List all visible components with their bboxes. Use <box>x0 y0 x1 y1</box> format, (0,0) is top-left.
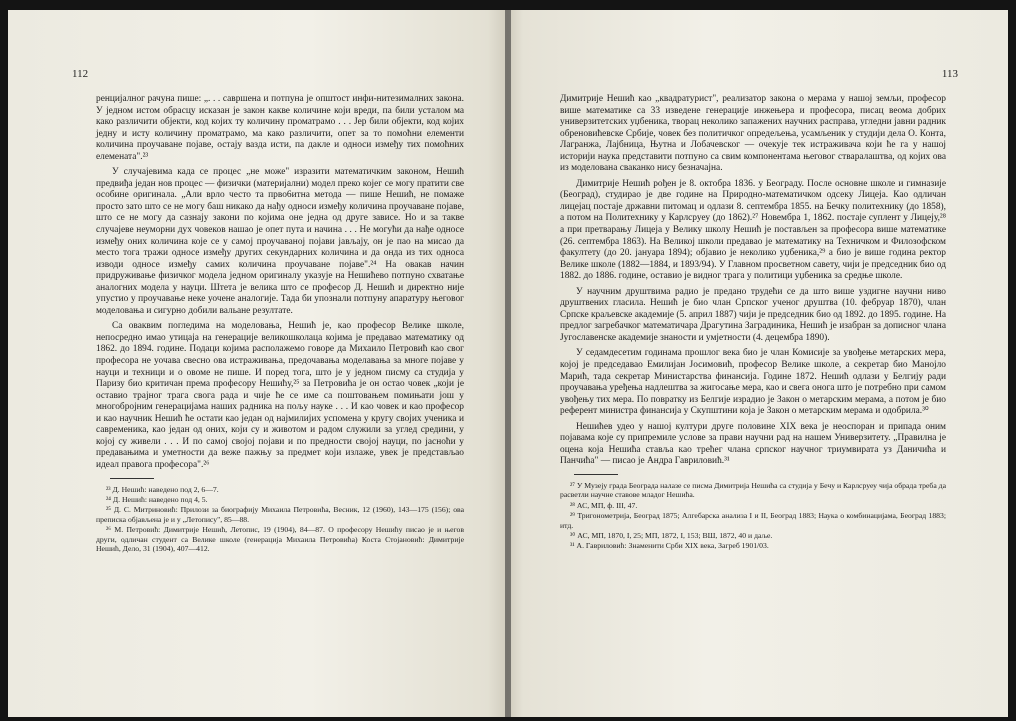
footnote-divider <box>110 478 154 479</box>
footnote: ²⁷ У Музеју града Београда налазе се писма Димитрија Нешића са студија у Бечу и Карлсруеу чија обрада треба да расветли научне ставове младог Нешића. <box>560 480 946 500</box>
paragraph: Са оваквим погледима на моделовања, Нешић је, као професор Велике школе, непосредно имао утицаја на генерације великошколаца којима је предавао математику од 1862. до 1894. године. Подаци којима располажемо говоре да Михаило Петровић као свог професора не уочава свесно ова истраживања, предочавања моделавања за многе појаве у науци и техници и о овоме не пише. И поред тога, што је у једном писму са студија у Паризу био критичан према професору Нешићу,²⁵ за Петровића је он остао човек „који је оставио трајног трага свога рада и чије ће се име са поштовањем помињати још у многобројним генерацијама наших радника на пољу науке . . . И као човек и као професор и као научник Нешић ће остати као један од најмилијих успомена у кругу својих ученика и савременика, као један од оних, који су и животом и радом служили за углед средини, у којој су живели . . . И по самој својој појави и по предности својој науци, по јасноћи у предавањима и уметности да веже пажњу за предмет који излаже, увек је представљао идеал правога професора".²⁶ <box>96 321 464 470</box>
left-page-text <box>96 94 464 554</box>
footnotes-left <box>96 485 464 554</box>
footnote: ²⁹ Тригонометрија, Београд 1875; Алгебарска анализа I и II, Београд 1883; Наука о комбинацијама, Београд 1883; итд. <box>560 511 946 530</box>
right-page-text <box>560 94 946 552</box>
footnote: ²⁵ Д. С. Митриновић: Прилози за биографију Михаила Петровића, Весник, 12 (1960), 143—175 (156); ова преписка објављена је и у „Летопису", 85—88. <box>96 505 464 524</box>
paragraph: Димитрије Нешић рођен је 8. октобра 1836. у Београду. После основне школе и гимназије (Београд), студирао је две године на Природно-математичком одсеку Лицеја. Као одличан лицејац постаје државни питомац и одлази 8. септембра 1855. на Бечку политехнику (до 1858), а потом на Политехнику у Карлсруеу (до 1862).²⁷ Новембра 1, 1862. постаје суплент у Лицеју,²⁸ а при претварању Лицеја у Велику школу Нешић је постављен за професора више математике (26. септембра 1863). На Великој школи предавао је математику на Техничком и Филозофском факултету (до 20. јануара 1894); објавио је неколико уџбеника,²⁹ а био је више година ректор Велике школе (1882—1884, и 1893/94). У Главном просветном савету, чији је председник био од 1882. до 1886. године, оставио је видног трага у политици уџбеника за средње школе. <box>560 178 946 282</box>
footnote: ²⁸ АС, МП, ф. III, 47. <box>570 500 638 510</box>
right-page <box>508 10 1008 717</box>
footnotes-right <box>560 481 946 551</box>
page-number-right: 113 <box>941 68 958 80</box>
book-gutter <box>505 10 511 717</box>
footnote: ³⁰ АС, МП, 1870, I, 25; МП, 1872, I, 153; ВШ, 1872, 40 и даље. <box>570 530 773 540</box>
paragraph: Нешићев удео у нашој култури друге половине XIX века је неоспоран и припада оним појавама које су припремиле услове за прави научни рад на нашем Универзитету. „Правилна је оцена која Нешића ставља као трећег члана српског научног триумвирата уз Даничића и Панчића" — писао је Андра Гавриловић.³¹ <box>560 421 946 467</box>
paragraph: У седамдесетим годинама прошлог века био је члан Комисије за увођење метарских мера, којој је председавао Емилијан Јосимовић, професор Велике школе, а секретар био Манојло Марић, тада секретар Министарства финансија. Године 1872. Нешић одлази у Белгију ради проучавања уређења надлештва за жигосање мера, као и свега онога што је потребно при самом увођењу тих мера. По повратку из Белгије израдио је Закон о метарским мерама, а потом је био референт министра финансија у Скупштини која је Закон о метарским мерама и одобрила.³⁰ <box>560 348 946 417</box>
footnote: ²³ Д. Нешић: наведено под 2, 6—7. <box>106 484 219 494</box>
paragraph: У научним друштвима радио је предано трудећи се да што више уздигне научни ниво друштвених гласила. Нешић је био члан Српског ученог друштва (10. фебруар 1870), члан Српске краљевске академије (5. април 1887) чији је председник био од 1892. до 1895. године. На предлог загребачког математичара Драгутина Заградиника, Нешић је изабран за дописног члана Југославенске академије знаности и умјетности (4. децембра 1890). <box>560 286 946 343</box>
left-page <box>8 10 508 717</box>
footnote: ²⁴ Д. Нешић: наведено под 4, 5. <box>106 494 208 504</box>
paragraph: У случајевима када се процес „не може" изразити математичким законом, Нешић предвиђа један нов процес — физички (материјални) модел преко којег се могу пратити све особине оригинала. „Али врло често та прво6итна метода — пише Нешић, не помаже просто зато што се не могу баш никако да нађу односи између количина проучаване појаве, што се не могу да сазнају закони по којима оне једна од друге зависе. Но и за такве случајеве неуморни дух човеков нашао је опет пута и начина . . . Не могући да нађе односе између оних количина које се у самој проучаваној појави јављају, он је пао на мисао да место тога тражи односе између других секундарних количина и да онда из тих односа изводи односе између самих количина проучаване појаве".²⁴ На овакав начин придруживање физичког модела једном оригиналу указује на Нешићево потпуно схватање аналогних модела у науци. Штета је велика што се професор Д. Нешић и директно није упустио у проучавање неке уочене аналогије. Тада би упознали потпуну апаратуру његовог моделовања и сигурно добили вальане резултате. <box>96 167 464 316</box>
paragraph: Димитрије Нешић као „квадратурист", реализатор закона о мерама у нашој земљи, професор више математике са 33 изведене генерације инжењера и професора, писац веома добрих универзитетских уџбеника, творац неколико запажених научних расправа, угледни јавни радник обреновићевске Србије, човек без политичког опредељења, усамљеник у студији дела О. Конта, Лагранжа, Лајбница, Њутна и Лобачевског — очекује тек истраживача који ће га у нашој историји наука представити потпуно са свим компонентама његовог стваралаштва, од којих ова из моделована сваканко нису безначајна. <box>560 94 946 174</box>
paragraph: ренцијалног рачуна пише: „. . . савршена и потпуна је општост инфи-нитезималних закона. У једном истом обрасцу исказан је закон какве количине који вреди, па били усталом ма како различити објекти, код којих ту количину проматрамо . . . Јер били објекти, код којих једну и исту количину проматрамо, ма како различити, опет за то помоћни елементи количина проучаване појаве, остају вазда исти, па дакле и односи између тих помоћних елемената".²³ <box>96 94 464 162</box>
book-spread <box>8 10 1008 717</box>
page-number-left: 112 <box>72 68 89 80</box>
footnote: ²⁶ М. Петровић: Димитрије Нешић, Летопис, 19 (1904), 84—87. О професору Нешићу писао је и његов други, одличан студент са Велике школе (генерација Михаила Петровића) Коста Стојановић: Димитрије Нешић, Дело, 31 (1904), 407—412. <box>96 525 464 553</box>
footnote: ³¹ А. Гавриловић: Знаменити Срби XIX века, Загреб 1901/03. <box>570 541 769 551</box>
footnote-divider <box>574 474 618 475</box>
